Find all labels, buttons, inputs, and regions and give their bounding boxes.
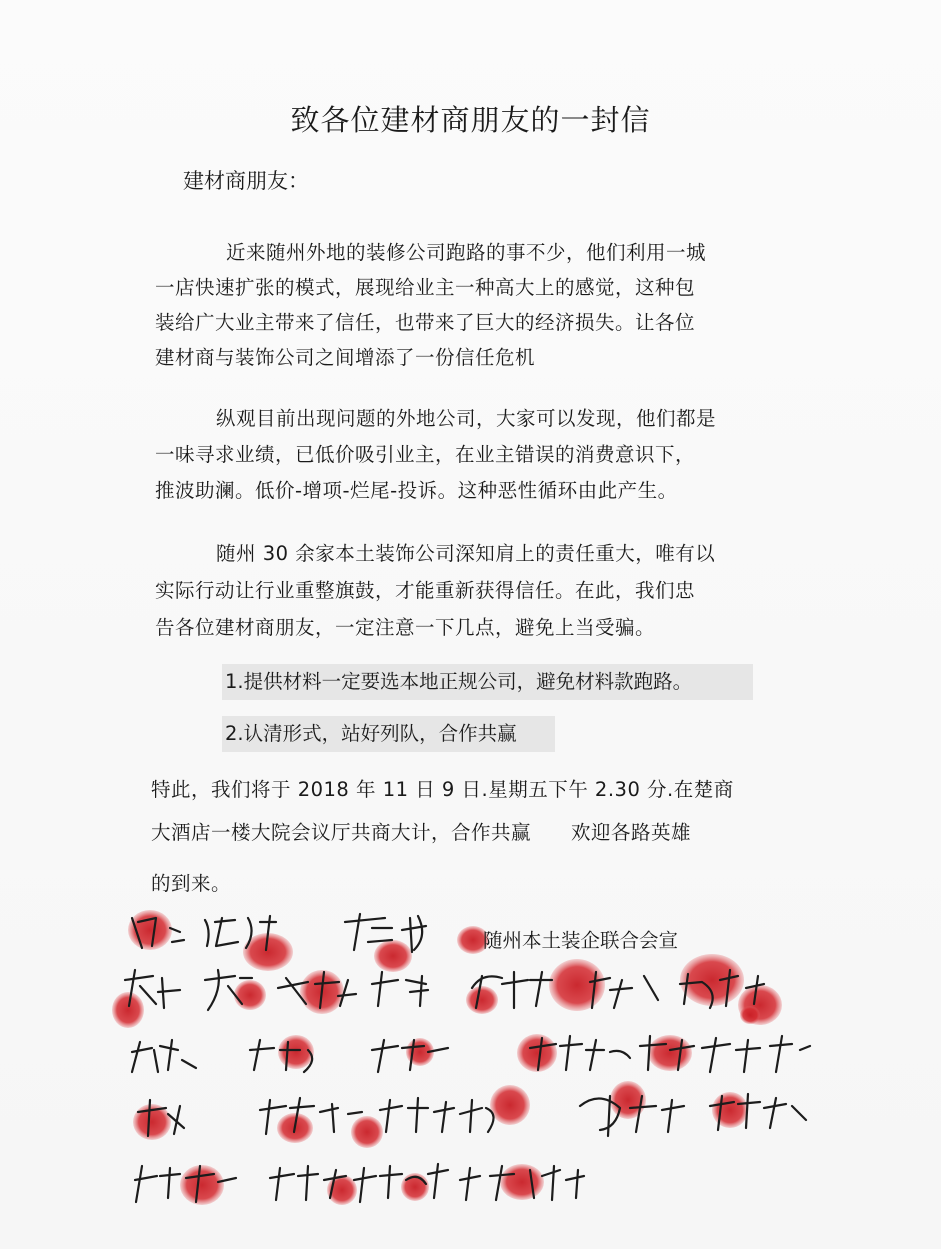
paragraph-3-line-2: 实际行动让行业重整旗鼓，才能重新获得信任。在此，我们忠 [155,579,696,602]
closing-line-2: 大酒店一楼大院会议厅共商大计，合作共赢 欢迎各路英雄 [151,821,692,844]
paragraph-2-line-2: 一味寻求业绩，已低价吸引业主，在业主错误的消费意识下， [155,443,696,466]
fingerprint-marks [112,910,782,1205]
point-2: 2.认清形式，站好列队，合作共赢 [222,716,555,752]
paragraph-1-line-1: 近来随州外地的装修公司跑路的事不少，他们利用一城 [226,241,707,264]
fingerprint-signatures-image [110,900,840,1220]
paragraph-1-line-4: 建材商与装饰公司之间增添了一份信任危机 [155,346,536,369]
point-1: 1.提供材料一定要选本地正规公司，避免材料款跑路。 [222,664,753,700]
paragraph-2-line-1: 纵观目前出现问题的外地公司，大家可以发现，他们都是 [216,407,717,430]
closing-line-3: 的到来。 [151,872,232,895]
paragraph-1-line-3: 装给广大业主带来了信任，也带来了巨大的经济损失。让各位 [155,311,696,334]
paragraph-3-line-3: 告各位建材商朋友，一定注意一下几点，避免上当受骗。 [155,616,656,639]
paragraph-3-line-1: 随州 30 余家本土装饰公司深知肩上的责任重大，唯有以 [216,542,716,565]
signature-area [110,900,840,1220]
page-title: 致各位建材商朋友的一封信 [290,103,651,137]
paragraph-2-line-3: 推波助澜。低价-增项-烂尾-投诉。这种恶性循环由此产生。 [155,479,678,502]
paragraph-1-line-2: 一店快速扩张的模式，展现给业主一种高大上的感觉，这种包 [155,276,696,299]
closing-line-1: 特此，我们将于 2018 年 11 日 9 日.星期五下午 2.30 分.在楚商 [151,778,734,801]
signatory: 随州本土装企联合会宣 [483,929,679,952]
salutation: 建材商朋友： [183,169,309,193]
